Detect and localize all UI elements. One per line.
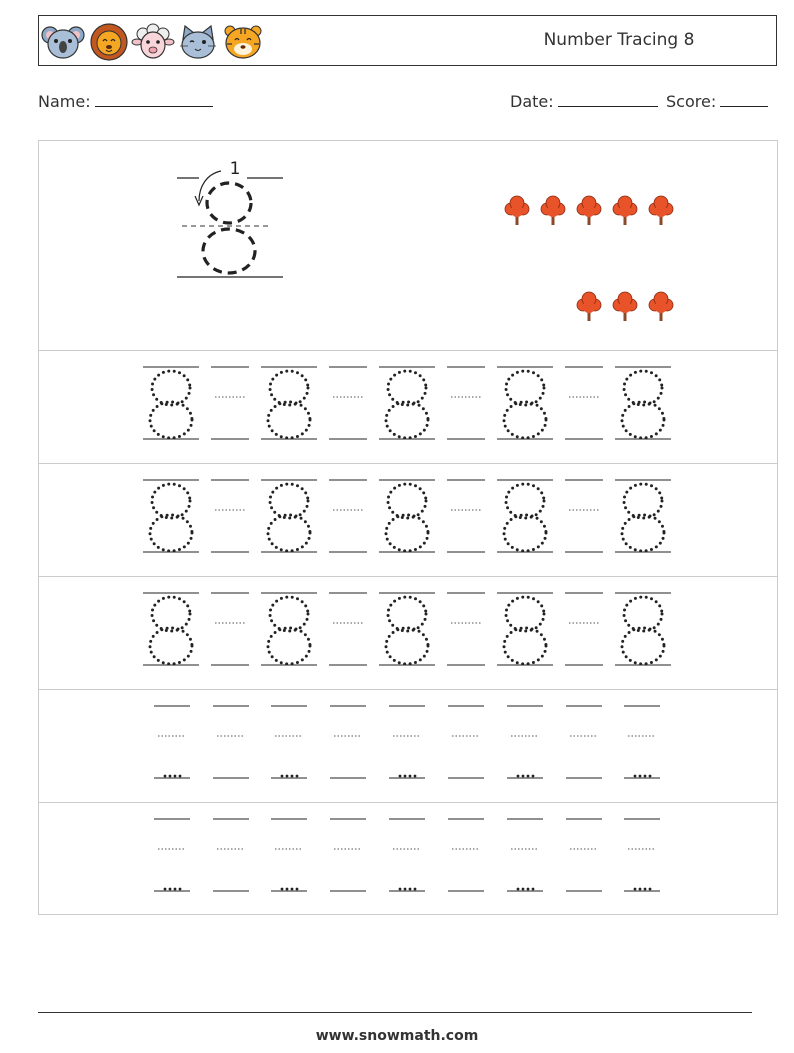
dotted-digit-8[interactable] — [150, 371, 192, 438]
cat-icon — [180, 26, 216, 58]
start-dots — [281, 775, 299, 778]
dotted-digit-8[interactable] — [150, 484, 192, 551]
practice-rows — [143, 367, 671, 891]
date-label: Date: — [510, 92, 554, 111]
header-box — [38, 15, 777, 66]
start-dots — [281, 888, 299, 891]
tree-icon — [577, 292, 601, 321]
start-dots — [164, 775, 182, 778]
tree-icon — [613, 292, 637, 321]
score-field[interactable] — [666, 92, 768, 111]
start-dots — [164, 888, 182, 891]
koala-icon — [42, 27, 84, 58]
dotted-digit-8[interactable] — [622, 371, 664, 438]
tree-icon — [577, 196, 601, 225]
start-dots — [634, 775, 652, 778]
start-dots — [517, 775, 535, 778]
start-dots — [634, 888, 652, 891]
stroke-number: 1 — [229, 159, 241, 179]
tree-icon — [649, 292, 673, 321]
lion-icon — [91, 24, 127, 60]
dotted-digit-8[interactable] — [150, 597, 192, 664]
tiger-icon — [225, 26, 261, 58]
tree-icon — [541, 196, 565, 225]
dotted-digit-8[interactable] — [386, 597, 428, 664]
name-label: Name: — [38, 92, 91, 111]
demo-digit — [177, 159, 283, 277]
start-dots — [517, 888, 535, 891]
sheep-icon — [132, 24, 174, 58]
dotted-digit-8[interactable] — [268, 484, 310, 551]
footer-divider — [38, 1012, 752, 1013]
page-title: Number Tracing 8 — [543, 30, 695, 50]
animal-icons — [41, 22, 271, 62]
tree-icon — [613, 196, 637, 225]
dotted-digit-8[interactable] — [386, 484, 428, 551]
score-blank[interactable] — [720, 92, 768, 107]
dotted-digit-8[interactable] — [268, 371, 310, 438]
tree-icon — [649, 196, 673, 225]
date-blank[interactable] — [558, 92, 658, 107]
worksheet-canvas — [39, 141, 779, 916]
tree-counters — [505, 196, 673, 321]
dotted-digit-8[interactable] — [504, 597, 546, 664]
dotted-digit-8[interactable] — [622, 597, 664, 664]
name-field[interactable] — [38, 92, 213, 111]
tree-icon — [505, 196, 529, 225]
dotted-digit-8[interactable] — [268, 597, 310, 664]
dotted-digit-8[interactable] — [504, 371, 546, 438]
dotted-digit-8[interactable] — [622, 484, 664, 551]
start-dots — [399, 775, 417, 778]
score-label: Score: — [666, 92, 717, 111]
start-dots — [399, 888, 417, 891]
dotted-digit-8[interactable] — [504, 484, 546, 551]
footer-website: www.snowmath.com — [315, 1028, 479, 1044]
name-blank[interactable] — [95, 92, 213, 107]
dotted-digit-8[interactable] — [386, 371, 428, 438]
date-field[interactable] — [510, 92, 658, 111]
tracing-worksheet — [38, 140, 778, 915]
